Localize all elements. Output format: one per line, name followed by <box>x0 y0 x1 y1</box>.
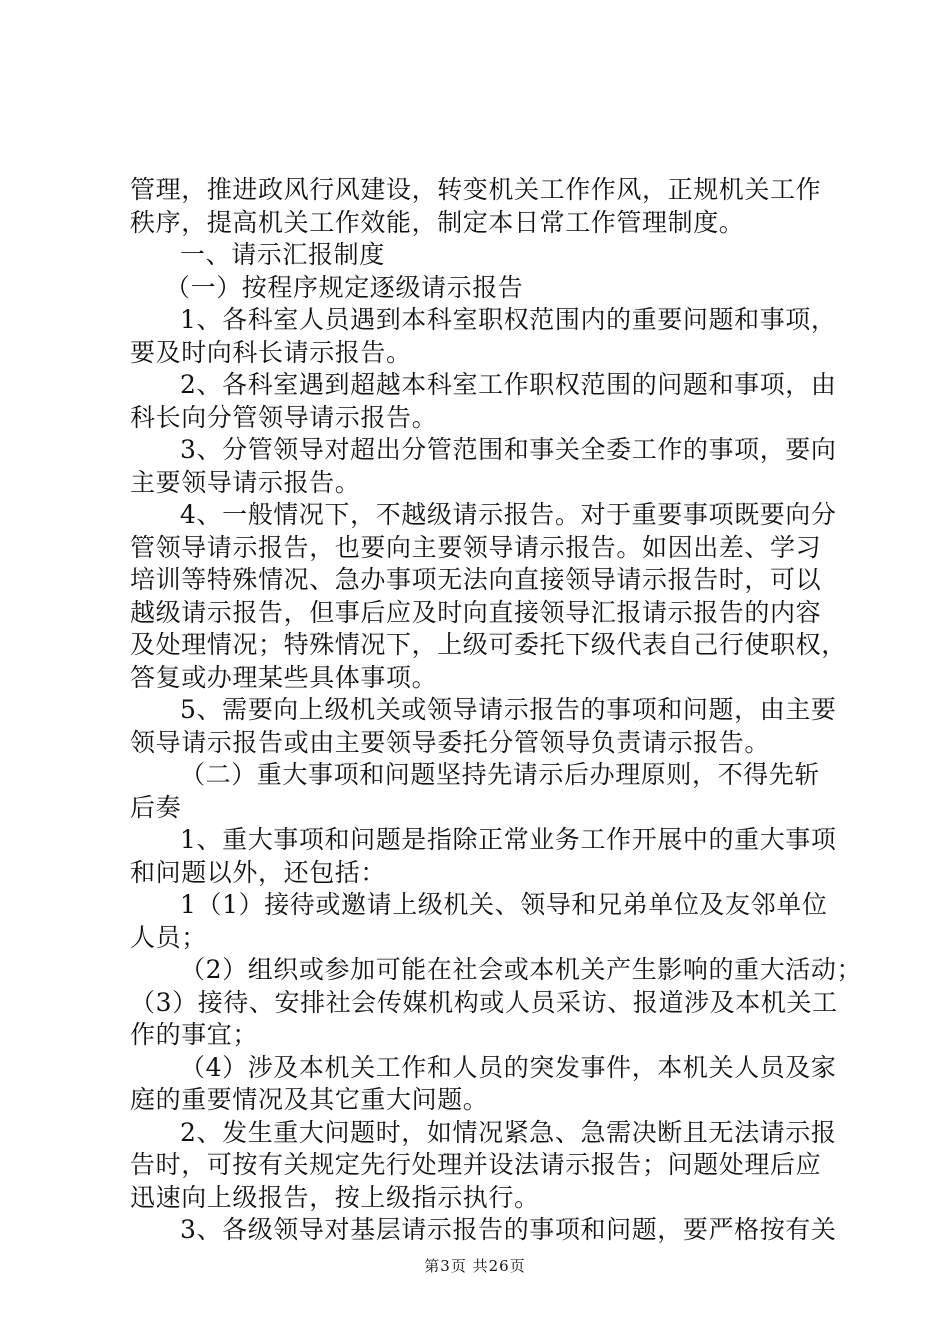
text-line: 1、重大事项和问题是指除正常业务工作开展中的重大事项 <box>180 825 837 854</box>
text-line: 管理，推进政风行风建设，转变机关工作作风，正规机关工作 <box>130 175 822 204</box>
text-line: 1（1）接待或邀请上级机关、领导和兄弟单位及友邻单位 <box>180 890 828 919</box>
text-line: （4）涉及本机关工作和人员的突发事件，本机关人员及家 <box>180 1052 837 1082</box>
text-line: 作的事宜； <box>130 1020 259 1049</box>
text-line: 越级请示报告，但事后应及时向直接领导汇报请示报告的内容 <box>130 597 822 627</box>
text-line: 科长向分管领导请示报告。 <box>130 402 438 432</box>
text-line: 4、一般情况下，不越级请示报告。对于重要事项既要向分 <box>180 500 837 529</box>
text-line: 主要领导请示报告。 <box>130 467 361 497</box>
text-line: 告时，可按有关规定先行处理并设法请示报告；问题处理后应 <box>130 1150 822 1179</box>
text-line: 培训等特殊情况、急办事项无法向直接领导请示报告时，可以 <box>130 565 822 594</box>
text-line: 要及时向科长请示报告。 <box>130 337 412 367</box>
page-footer: 第3页 共26页 <box>424 1256 526 1275</box>
text-line: 5、需要向上级机关或领导请示报告的事项和问题，由主要 <box>180 695 837 724</box>
text-line: 2、各科室遇到超越本科室工作职权范围的问题和事项，由 <box>180 370 837 399</box>
subsection-heading: （一）按程序规定逐级请示报告 <box>165 272 524 302</box>
text-line: 3、各级领导对基层请示报告的事项和问题，要严格按有关 <box>180 1215 837 1244</box>
text-line: （3）接待、安排社会传媒机构或人员采访、报道涉及本机关工 <box>130 987 838 1017</box>
section-heading: 一、请示汇报制度 <box>180 240 385 269</box>
text-line: 秩序，提高机关工作效能，制定本日常工作管理制度。 <box>130 207 745 237</box>
text-line: （2）组织或参加可能在社会或本机关产生影响的重大活动； <box>180 955 863 984</box>
text-line: 迅速向上级报告，按上级指示执行。 <box>130 1182 540 1212</box>
text-line: 人员； <box>130 922 207 952</box>
text-line: 3、分管领导对超出分管范围和事关全委工作的事项，要向 <box>180 435 837 464</box>
text-line: 答复或办理某些具体事项。 <box>130 662 438 692</box>
text-line: 庭的重要情况及其它重大问题。 <box>130 1085 489 1114</box>
text-line: 2、发生重大问题时，如情况紧急、急需决断且无法请示报 <box>180 1117 837 1147</box>
text-line: 领导请示报告或由主要领导委托分管领导负责请示报告。 <box>130 727 771 757</box>
text-line: 后奏 <box>130 792 182 822</box>
text-line: 1、各科室人员遇到本科室职权范围内的重要问题和事项， <box>180 305 837 334</box>
text-line: 和问题以外，还包括： <box>130 857 387 887</box>
subsection-heading: （二）重大事项和问题坚持先请示后办理原则，不得先斩 <box>180 760 821 789</box>
text-line: 管领导请示报告，也要向主要领导请示报告。如因出差、学习 <box>130 532 822 562</box>
text-line: 及处理情况；特殊情况下，上级可委托下级代表自己行使职权， <box>130 630 847 659</box>
